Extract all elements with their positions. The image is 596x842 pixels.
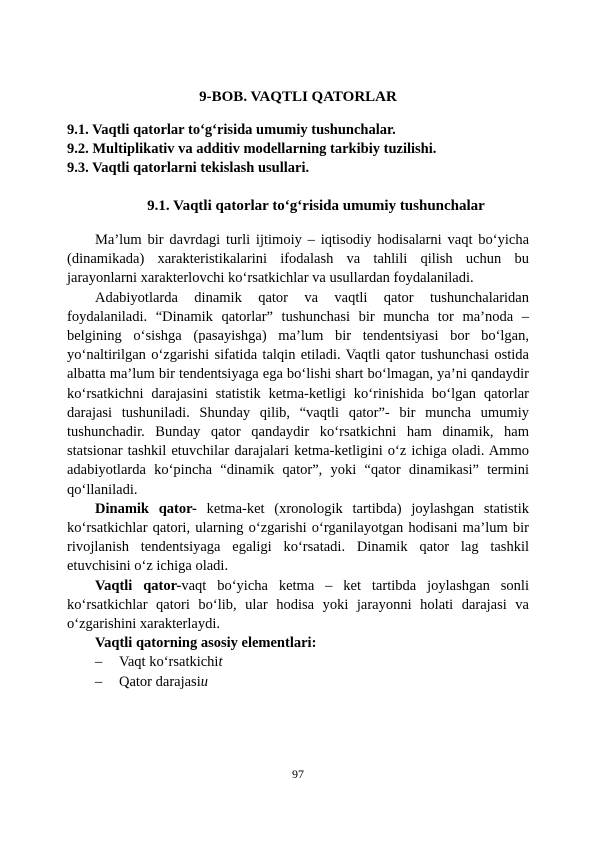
term-dinamik-qator: Dinamik qator- [95, 500, 197, 517]
body-text [67, 231, 529, 692]
paragraph: Ma’lum bir davrdagi turli ijtimoiy – iqtisodiy hodisalarni vaqt bo‘yicha (dinamikada) xarakteristikalarini ifodalash va tahlili qilish uchun bu jarayonlarni xarakterlovchi ko‘rsatkichlar va usullardan foydalaniladi. [67, 232, 529, 287]
term-vaqtli-qator: Vaqtli qator- [95, 577, 182, 594]
toc-item: 9.2. Multiplikativ va additiv modellarning tarkibiy tuzilishi. [67, 141, 437, 157]
list-item [67, 673, 529, 692]
section-title: 9.1. Vaqtli qatorlar to‘g‘risida umumiy tushunchalar [147, 198, 485, 214]
elements-list [67, 653, 529, 691]
paragraph-definition [67, 577, 529, 635]
toc-item: 9.3. Vaqtli qatorlarni tekislash usullari. [67, 160, 310, 176]
definition-text: vaqt bo‘yicha ketma – ket tartibda joylashgan sonli ko‘rsatkichlar qatori bo‘lib, ular hodisa yoki jarayonni holati darajasi va o‘zgarishini xarakterlaydi. [67, 577, 529, 633]
page-number: 97 [292, 767, 304, 781]
definition-text: ketma-ket (xronologik tartibda) joylashgan statistik ko‘rsatkichlar qatori, ularning o‘zgarishi o‘rganilayotgan hodisani ma’lum bir rivojlanish tendentsiyaga egaligi ko‘rsatadi. Dinamik qator lag tashkil etuvchisini o‘z ichiga oladi. [67, 500, 529, 575]
list-heading: Vaqtli qatorning asosiy elementlari: [95, 635, 317, 652]
list-item [67, 653, 529, 672]
toc-item: 9.1. Vaqtli qatorlar to‘g‘risida umumiy tushunchalar. [67, 122, 396, 138]
list-item-symbol: t [218, 654, 223, 671]
paragraph: Adabiyotlarda dinamik qator va vaqtli qator tushunchalaridan foydalaniladi. “Dinamik qatorlar” tushunchasi bir muncha tor ma’noda – belgining o‘sishga (pasayishga) ma’lum bir tendentsiyasi bor bo‘lgan, yo‘naltirilgan o‘zgarishi sifatida talqin etiladi. Vaqtli qator tushunchasi ostida albatta ma’lum bir tendentsiyaga ega bo‘lishi shart bo‘lmagan, ya’ni qandaydir ko‘rsatkichni darajasini statistik ketma-ketligi ko‘rinishida bo‘lgan qatorlar darajasi tushuniladi. Shunday qilib, “vaqtli qator”- bir muncha umumiy tushunchadir. Bunday qator qandaydir ko‘rsatkichni ham dinamik, ham statsionar tashkil etuvchilar darajalari ketma-ketligini o‘z ichiga oladi. Ammo adabiyotlarda ko‘pincha “dinamik qator”, yoki “qator dinamikasi” termini qo‘llaniladi. [67, 289, 529, 498]
list-item-symbol: u [200, 673, 208, 690]
dash-bullet: – [95, 673, 103, 690]
paragraph-definition [67, 500, 529, 577]
table-of-contents [67, 121, 537, 178]
dash-bullet: – [95, 654, 103, 671]
list-item-text: Qator darajasi [119, 673, 201, 690]
list-item-text: Vaqt ko‘rsatkichi [119, 654, 219, 671]
chapter-title: 9-BOB. VAQTLI QATORLAR [199, 89, 397, 105]
